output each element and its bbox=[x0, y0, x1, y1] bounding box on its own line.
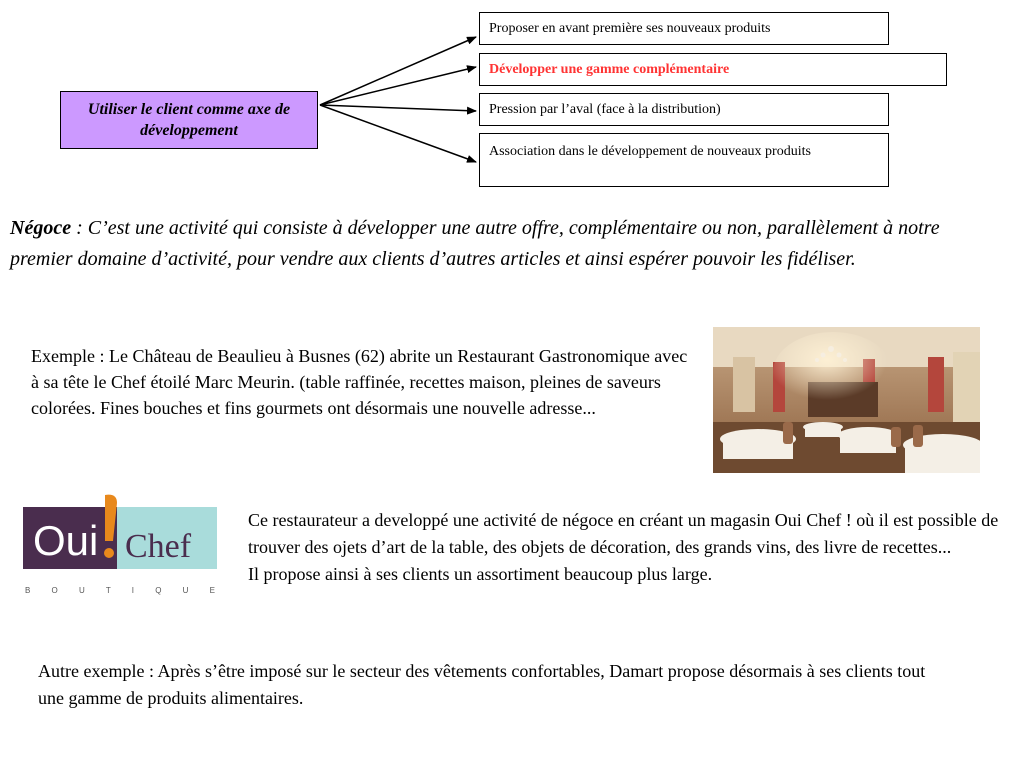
diagram-option-1 bbox=[479, 12, 889, 45]
example-chateau-text: Exemple : Le Château de Beaulieu à Busnes (62) abrite un Restaurant Gastronomique avec à sa tête le Chef étoilé Marc Meurin. (table raffinée, recettes maison, pleines de saveurs colorées. Fines bouches et fins gourmets ont désormais une nouvelle adresse... bbox=[31, 346, 688, 418]
diagram-option-1-label: Proposer en avant première ses nouveaux produits bbox=[489, 21, 771, 36]
diagram-option-4-label: Association dans le développement de nouveaux produits bbox=[489, 144, 811, 159]
diagram-center-label: Utiliser le client comme axe de développement bbox=[87, 101, 291, 139]
diagram-option-4 bbox=[479, 133, 889, 187]
negoce-definition-text: : C’est une activité qui consiste à développer une autre offre, complémentaire ou non, parallèlement à notre premier domaine d’activité, pour vendre aux clients d’autres articles et ainsi espérer pouvoir les fidéliser. bbox=[10, 217, 940, 270]
diagram-option-3 bbox=[479, 93, 889, 126]
restaurateur-paragraph bbox=[248, 507, 1018, 588]
arrow-to-option-3 bbox=[320, 105, 476, 111]
autre-exemple-text: Autre exemple : Après s’être imposé sur le secteur des vêtements confortables, Damart propose désormais à ses clients tout une gamme de produits alimentaires. bbox=[38, 661, 926, 708]
diagram-option-2 bbox=[479, 53, 947, 86]
negoce-term: Négoce bbox=[10, 217, 72, 239]
logo-tagline: B O U T I Q U E bbox=[25, 586, 216, 595]
oui-chef-logo bbox=[21, 493, 221, 603]
logo-word-oui: Oui bbox=[33, 517, 99, 564]
logo-word-chef: Chef bbox=[125, 528, 192, 565]
diagram-center-box bbox=[60, 91, 318, 149]
negoce-definition bbox=[10, 213, 1005, 275]
restaurateur-line-2: Il propose ainsi à ses clients un assortiment beaucoup plus large. bbox=[248, 564, 713, 584]
diagram-option-3-label: Pression par l’aval (face à la distribution) bbox=[489, 102, 721, 117]
arrow-to-option-2 bbox=[320, 67, 476, 105]
arrow-to-option-4 bbox=[320, 105, 476, 162]
restaurateur-line-1: Ce restaurateur a developpé une activité de négoce en créant un magasin Oui Chef ! où il est possible de trouver des ojets d’art de la table, des objets de décoration, des grands vins, des livre de recettes... bbox=[248, 510, 999, 557]
diagram-option-2-label: Développer une gamme complémentaire bbox=[489, 62, 730, 77]
arrow-to-option-1 bbox=[320, 37, 476, 105]
restaurant-photo bbox=[713, 327, 980, 473]
